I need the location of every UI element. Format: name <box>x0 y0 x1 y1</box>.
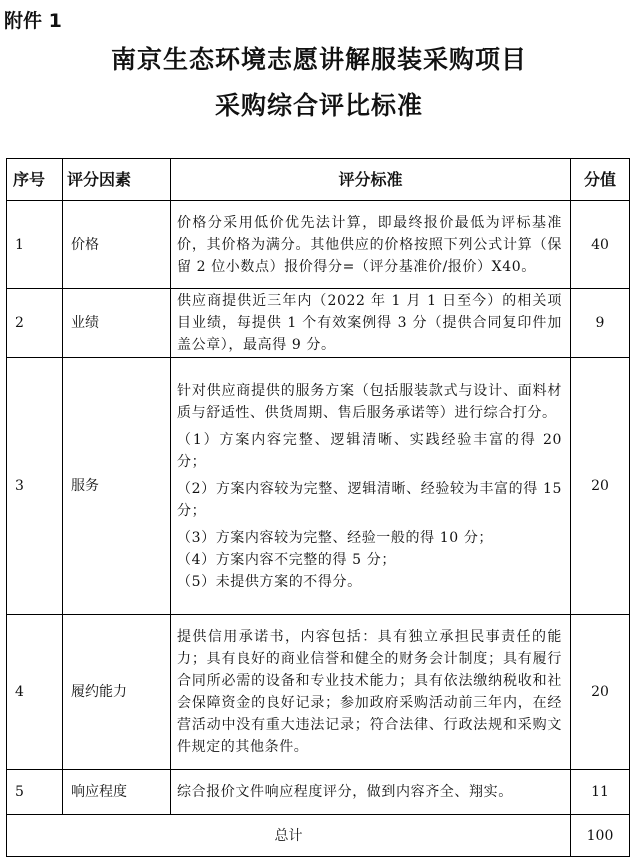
row-factor: 响应程度 <box>63 770 171 815</box>
table-row <box>7 615 630 770</box>
row-criteria <box>171 615 571 770</box>
header-score: 分值 <box>571 159 630 201</box>
total-score: 100 <box>571 815 630 857</box>
row-no: 5 <box>7 770 63 815</box>
row-no: 4 <box>7 615 63 770</box>
row-factor: 价格 <box>63 201 171 289</box>
attachment-label: 附件 1 <box>4 10 62 32</box>
criteria-text: 提供信用承诺书，内容包括：具有独立承担民事责任的能力；具有良好的商业信誉和健全的财务会计制度；具有履行合同所必需的设备和专业技术能力；具有依法缴纳税收和社会保障资金的良好记录；参加政府采购活动前三年内，在经营活动中没有重大违法记录；符合法律、行政法规和采购文件规定的其他条件。 <box>177 629 562 755</box>
document-title: 南京生态环境志愿讲解服装采购项目 <box>110 45 527 74</box>
row-score: 40 <box>571 201 630 289</box>
row-criteria <box>171 289 571 358</box>
criteria-item: （4）方案内容不完整的得 5 分； <box>177 551 396 568</box>
row-criteria <box>171 201 571 289</box>
table-row <box>7 770 630 815</box>
criteria-item: （5）未提供方案的不得分。 <box>177 573 362 590</box>
row-score: 11 <box>571 770 630 815</box>
scoring-table <box>6 158 630 857</box>
row-criteria <box>171 358 571 615</box>
total-label: 总计 <box>7 815 571 857</box>
table-row <box>7 201 630 289</box>
document-subtitle: 采购综合评比标准 <box>214 91 423 120</box>
header-criteria: 评分标准 <box>171 159 571 201</box>
total-row <box>7 815 630 857</box>
row-factor: 业绩 <box>63 289 171 358</box>
row-factor: 履约能力 <box>63 615 171 770</box>
criteria-item: （2）方案内容较为完整、逻辑清晰、经验较为丰富的得 15 分； <box>177 480 562 519</box>
row-criteria <box>171 770 571 815</box>
criteria-text: 供应商提供近三年内（2022 年 1 月 1 日至今）的相关项目业绩，每提供 1 个有效案例得 3 分（提供合同复印件加盖公章），最高得 9 分。 <box>177 293 562 353</box>
criteria-text: 价格分采用低价优先法计算，即最终报价最低为评标基准价，其价格为满分。其他供应的价格按照下列公式计算（保留 2 位小数点）报价得分=（评分基准价/报价）X40。 <box>177 214 562 275</box>
criteria-item: （3）方案内容较为完整、经验一般的得 10 分； <box>177 529 494 546</box>
header-factor: 评分因素 <box>63 159 171 201</box>
criteria-item: （1）方案内容完整、逻辑清晰、实践经验丰富的得 20 分； <box>177 431 562 470</box>
header-no: 序号 <box>7 159 63 201</box>
row-score: 9 <box>571 289 630 358</box>
row-no: 3 <box>7 358 63 615</box>
row-no: 1 <box>7 201 63 289</box>
row-no: 2 <box>7 289 63 358</box>
row-score: 20 <box>571 358 630 615</box>
criteria-text: 综合报价文件响应程度评分，做到内容齐全、翔实。 <box>177 784 513 800</box>
table-row <box>7 289 630 358</box>
row-factor: 服务 <box>63 358 171 615</box>
criteria-text: 针对供应商提供的服务方案（包括服装款式与设计、面料材质与舒适性、供货周期、售后服务承诺等）进行综合打分。 <box>177 382 562 421</box>
row-score: 20 <box>571 615 630 770</box>
table-header-row <box>7 159 630 201</box>
table-row <box>7 358 630 615</box>
